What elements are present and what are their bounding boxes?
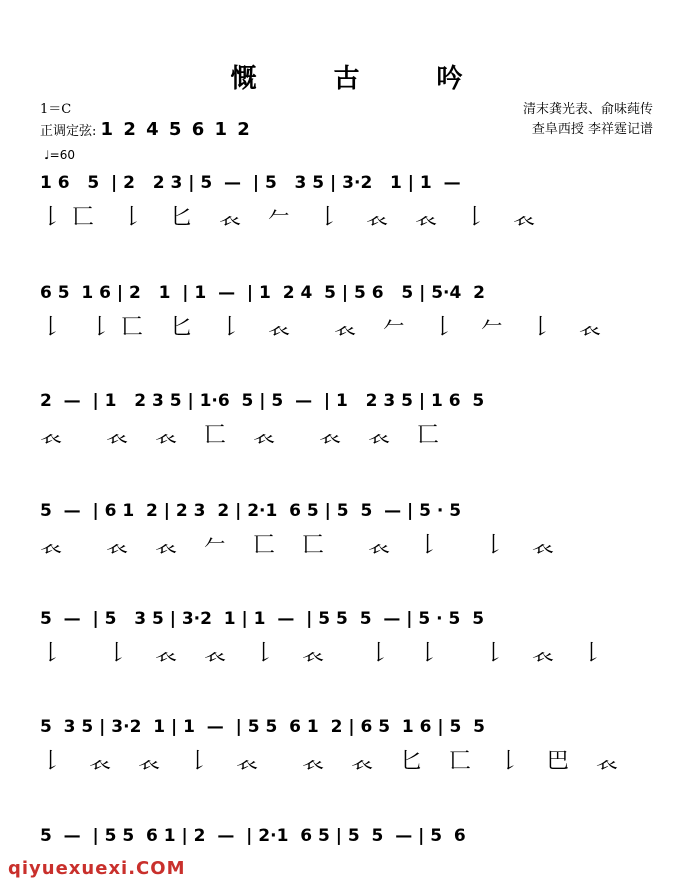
tablature-line: 𠄌 𧘇 𧘇 𠄌 𧘇 𧘇 𧘇 匕 匸 𠄌 巴 𧘇 xyxy=(40,749,628,774)
tuning-label: 正调定弦: xyxy=(40,124,97,139)
score-system-7 xyxy=(40,818,648,854)
notation-line: 1 6 5 | 2 2 3 | 5 — | 5 3 5 | 3·2 1 | 1 — xyxy=(40,173,461,193)
tablature-line: 𠄌 𠄌 𧘇 𧘇 𠄌 𧘇 𠄌 𠄌 𠄌 𧘇 𠄌 xyxy=(40,641,613,666)
score-system-6 xyxy=(40,709,648,777)
key-info xyxy=(40,100,252,142)
tablature-line: 𠄌 𠄌匸 匕 𠄌 𧘇 𧘇 𠂉 𠄌 𠂉 𠄌 𧘇 xyxy=(40,315,611,340)
tuning-notes: 1 2 4 5 6 1 2 xyxy=(100,119,252,140)
notation-line: 6 5 1 6 | 2 1 | 1 — | 1 2 4 5 | 5 6 5 | 5·4 2 xyxy=(40,283,485,303)
site-watermark: qiyuexuexi.COM xyxy=(8,858,186,879)
credit-line-1: 清末龚光表、俞味莼传 xyxy=(522,102,653,117)
tablature-line: 𠄌匸 𠄌 匕 𧘇 𠂉 𠄌 𧘇 𧘇 𠄌 𧘇 xyxy=(40,205,545,230)
key-signature: 1＝C xyxy=(40,102,72,117)
notation-line: 5 3 5 | 3·2 1 | 1 — | 5 5 6 1 2 | 6 5 1 6 | 5 5 xyxy=(40,717,485,737)
tablature-line: 𧘇 𧘇 𧘇 匸 𧘇 𧘇 𧘇 匸 xyxy=(40,423,449,448)
score-system-2 xyxy=(40,275,648,343)
tuning-row xyxy=(40,120,252,142)
credit-line-2: 查阜西授 李祥霆记谱 xyxy=(531,122,653,137)
notation-line: 2 — | 1 2 3 5 | 1·6 5 | 5 — | 1 2 3 5 | 1 6 5 xyxy=(40,391,485,411)
score-system-1 xyxy=(40,165,648,233)
tempo-marking: ♩=60 xyxy=(44,148,75,162)
notation-line: 5 — | 5 5 6 1 | 2 — | 2·1 6 5 | 5 5 — | 5 6 xyxy=(40,826,466,846)
score-system-5 xyxy=(40,601,648,669)
score-system-4 xyxy=(40,493,648,561)
notation-line: 5 — | 5 3 5 | 3·2 1 | 1 — | 5 5 5 — | 5 · 5 5 xyxy=(40,609,485,629)
tablature-line: 𧘇 𧘇 𧘇 𠂉 匸 匸 𧘇 𠄌 𠄌 𧘇 xyxy=(40,533,564,558)
score-system-3 xyxy=(40,383,648,451)
page-title: 慨 古 吟 xyxy=(230,64,497,94)
credits xyxy=(523,100,653,140)
notation-line: 5 — | 6 1 2 | 2 3 2 | 2·1 6 5 | 5 5 — | 5 · 5 xyxy=(40,501,462,521)
